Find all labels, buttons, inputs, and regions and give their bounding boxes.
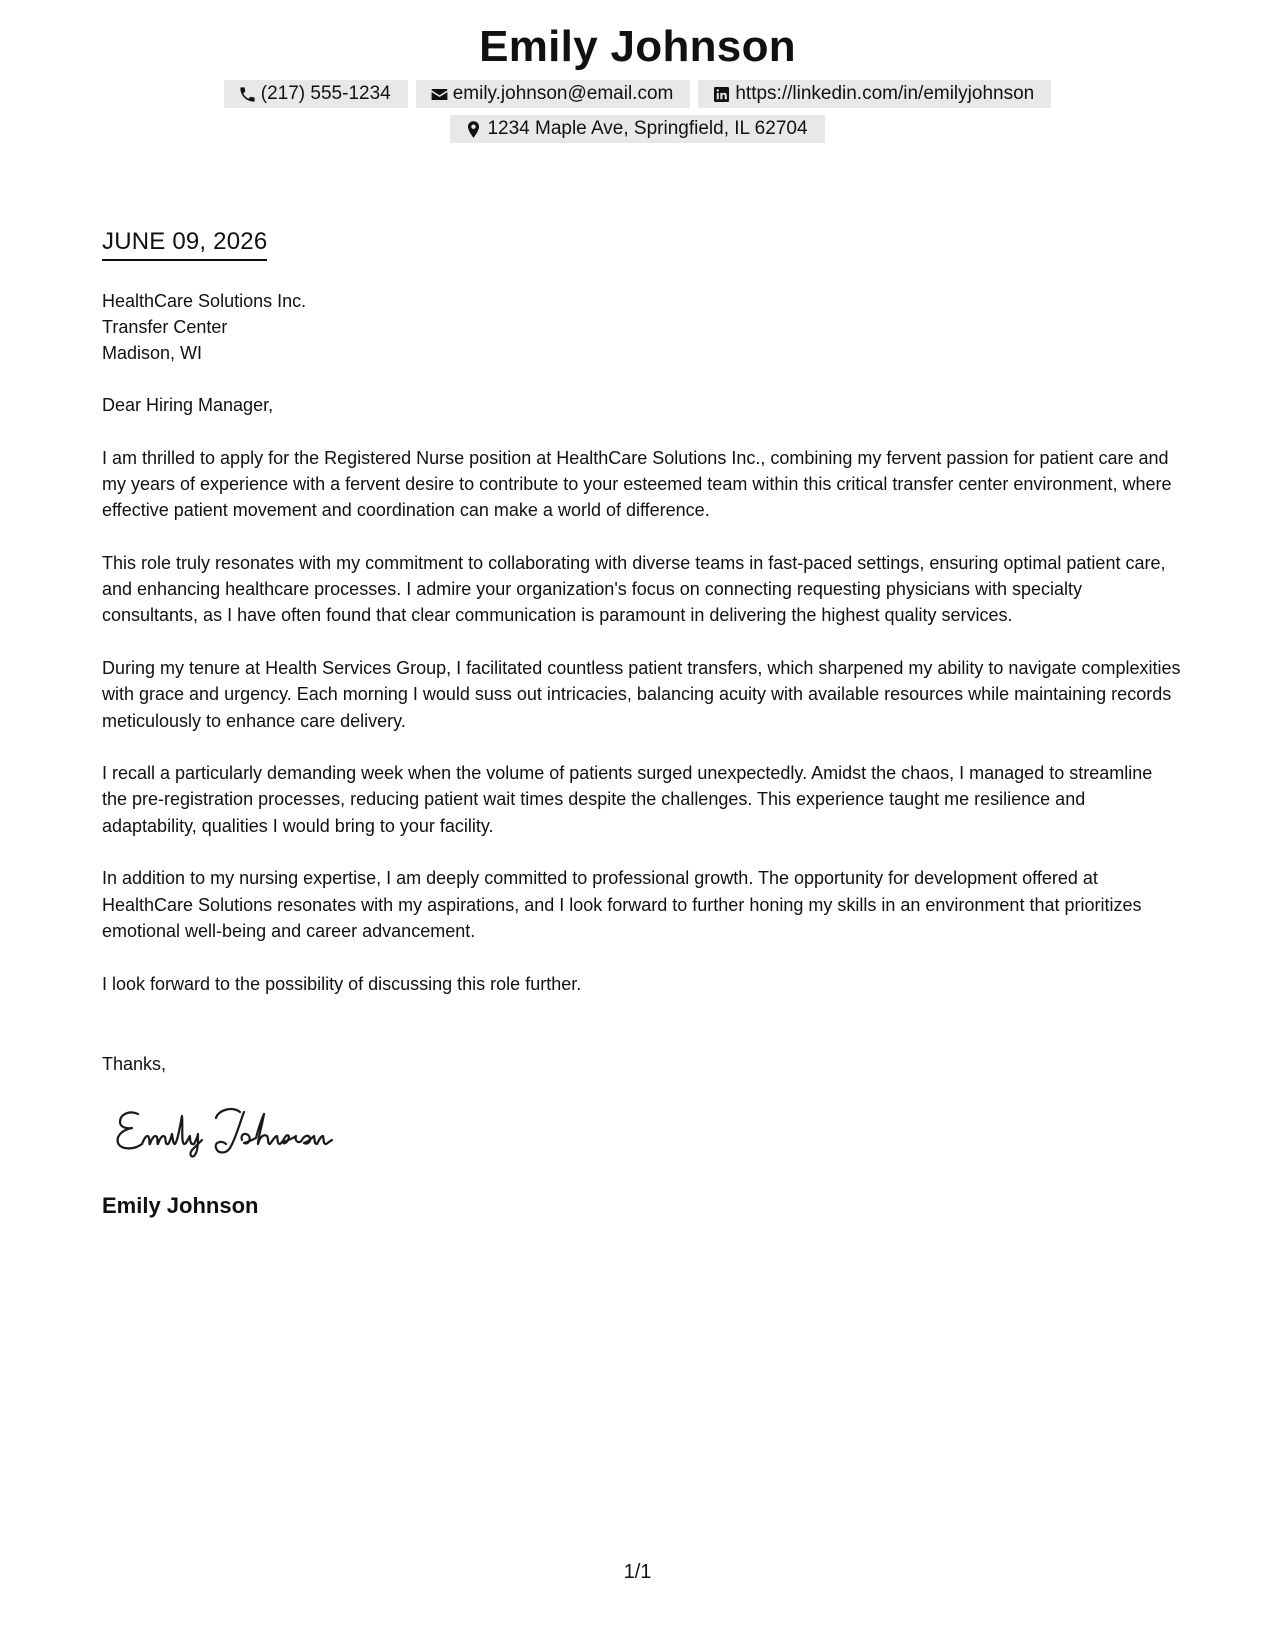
body-paragraph: I recall a particularly demanding week when the volume of patients surged unexpectedly. Amidst the chaos, I managed to streamline the pre-registration processes, reducing patient wait times despite the challenges. This experience taught me resilience and adaptability, qualities I would bring to your facility. — [102, 763, 1153, 836]
email-address: emily.johnson@email.com — [452, 83, 674, 104]
body-paragraph: I am thrilled to apply for the Registered Nurse position at HealthCare Solutions Inc., combining my fervent passion for patient care and my years of experience with a fervent desire to contribute to your esteemed team within this critical transfer center environment, where effective patient movement and coordination can make a world of difference. — [102, 447, 1172, 521]
recipient-location: Madison, WI — [102, 343, 203, 363]
body-paragraph: During my tenure at Health Services Group, I facilitated countless patient transfers, which sharpened my ability to navigate complexities with grace and urgency. Each morning I would suss out intricacies, balancing acuity with available resources while maintaining records meticulously to enhance care delivery. — [102, 657, 1181, 731]
body-paragraph: I look forward to the possibility of discussing this role further. — [102, 973, 582, 994]
linkedin-url: https://linkedin.com/in/emilyjohnson — [735, 83, 1035, 104]
body-paragraph: In addition to my nursing expertise, I am deeply committed to professional growth. The opportunity for development offered at HealthCare Solutions resonates with my aspirations, and I look forward to further honing my skills in an environment that prioritizes emotional well-being and career advancement. — [102, 868, 1142, 941]
recipient-block — [102, 288, 306, 366]
recipient-company: HealthCare Solutions Inc. — [102, 291, 307, 311]
signer-name: Emily Johnson — [102, 1193, 259, 1218]
handwritten-signature — [112, 1100, 362, 1160]
contact-linkedin — [698, 80, 1051, 108]
letter-date: JUNE 09, 2026 — [102, 228, 267, 261]
applicant-name: Emily Johnson — [479, 22, 796, 71]
contact-phone — [224, 80, 408, 108]
closing-phrase: Thanks, — [102, 1054, 167, 1074]
envelope-icon — [430, 85, 449, 104]
letter-body — [102, 392, 1182, 1023]
body-paragraph: This role truly resonates with my commitment to collaborating with diverse teams in fast-paced settings, ensuring optimal patient care, and enhancing healthcare processes. I admire your organization's focus on connecting requesting physicians with specialty consultants, as I have often found that clear communication is paramount in delivering the highest quality services. — [102, 552, 1166, 626]
contact-email — [416, 80, 691, 108]
recipient-department: Transfer Center — [102, 317, 228, 337]
map-marker-icon — [464, 120, 483, 139]
contact-row-primary — [0, 80, 1275, 108]
phone-number: (217) 555-1234 — [260, 83, 391, 104]
phone-icon — [238, 85, 257, 104]
contact-address — [450, 115, 824, 143]
contact-row-address — [0, 115, 1275, 143]
linkedin-icon — [712, 85, 731, 104]
salutation: Dear Hiring Manager, — [102, 395, 274, 415]
street-address: 1234 Maple Ave, Springfield, IL 62704 — [487, 118, 808, 139]
page-number: 1/1 — [623, 1561, 652, 1583]
